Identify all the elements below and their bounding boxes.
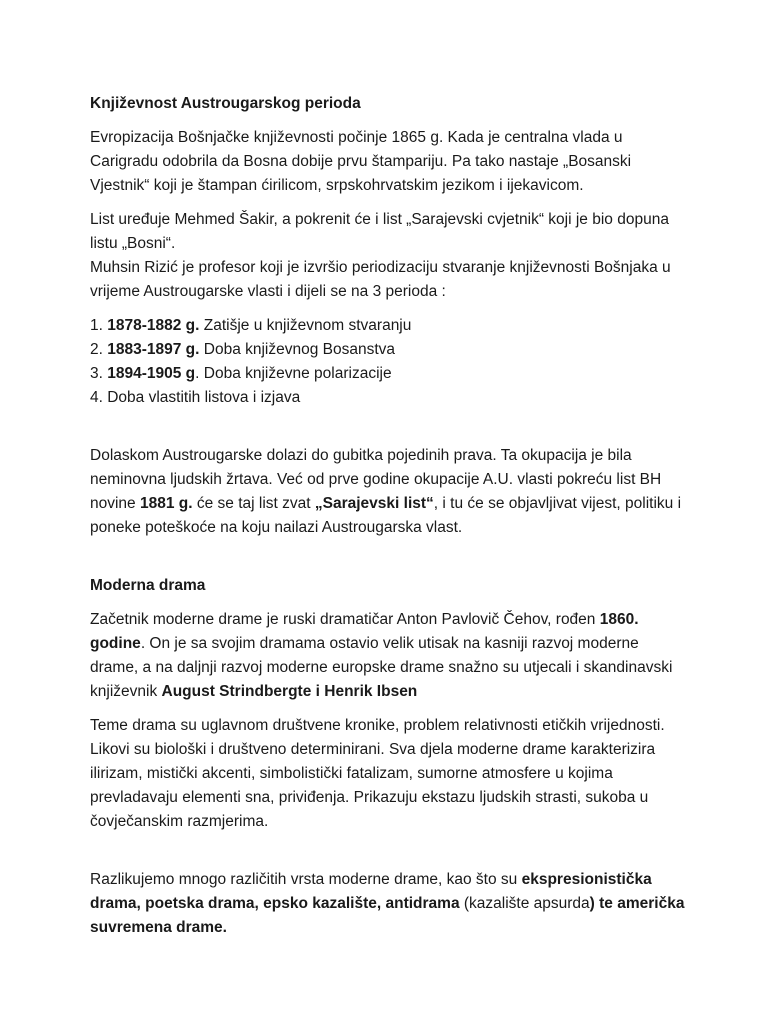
paragraph-line: Muhsin Rizić je profesor koji je izvršio periodizaciju stvaranje književnosti Bošnjaka u vrijeme Austrougarske vlasti i dijeli se na 3 perioda : bbox=[90, 259, 671, 300]
text-run: Razlikujemo mnogo različitih vrsta moderne drame, kao što su bbox=[90, 871, 522, 888]
period-list bbox=[90, 314, 688, 410]
spacer bbox=[90, 550, 688, 574]
bold-drama-types-end: ) te američka suvremena drame. bbox=[90, 895, 685, 936]
paragraph-list-ureduje bbox=[90, 208, 688, 304]
period-description: Zatišje u književnom stvaranju bbox=[199, 317, 412, 334]
period-number: 1. bbox=[90, 317, 108, 334]
period-years: 1894-1905 g bbox=[107, 365, 196, 382]
section-title-moderna-drama: Moderna drama bbox=[90, 577, 206, 594]
text-run: , i tu će se objavljivat vijest, politiku i poneke poteškoće na koju nailazi Austrougarska vlast. bbox=[90, 495, 682, 536]
spacer bbox=[90, 420, 688, 444]
period-item bbox=[90, 338, 688, 362]
bold-newspaper-name: „Sarajevski list“ bbox=[314, 495, 434, 512]
text-run: Začetnik moderne drame je ruski dramatičar Anton Pavlovič Čehov, rođen bbox=[90, 611, 600, 628]
period-years: 1883-1897 g. bbox=[107, 341, 200, 358]
period-number: 2. bbox=[90, 341, 108, 358]
period-number: 4. bbox=[90, 389, 108, 406]
text-run: će se taj list zvat bbox=[192, 495, 315, 512]
period-item bbox=[90, 362, 688, 386]
period-description: Doba književnog Bosanstva bbox=[199, 341, 396, 358]
period-number: 3. bbox=[90, 365, 108, 382]
section-title-austrougarski: Književnost Austrougarskog perioda bbox=[90, 95, 361, 112]
paragraph-dolaskom bbox=[90, 444, 688, 540]
paragraph-line: List uređuje Mehmed Šakir, a pokrenit će i list „Sarajevski cvjetnik“ koji je bio dopuna listu „Bosni“. bbox=[90, 211, 669, 252]
period-description: . Doba književne polarizacije bbox=[195, 365, 392, 382]
bold-authors: August Strindbergte i Henrik Ibsen bbox=[161, 683, 418, 700]
paragraph-razlikujemo bbox=[90, 868, 688, 940]
bold-year: 1881 g. bbox=[139, 495, 193, 512]
period-description: Doba vlastitih listova i izjava bbox=[107, 389, 301, 406]
bold-year: 1860. godine bbox=[90, 611, 639, 652]
paragraph-evropizacija: Evropizacija Bošnjačke književnosti počinje 1865 g. Kada je centralna vlada u Carigradu odobrila da Bosna dobije prvu štampariju. Pa tako nastaje „Bosanski Vjestnik“ koji je štampan ćirilicom, srpskohrvatskim jezikom i ijekavicom. bbox=[90, 129, 632, 194]
period-years: 1878-1882 g. bbox=[107, 317, 200, 334]
text-run: (kazalište apsurda bbox=[459, 895, 590, 912]
period-item bbox=[90, 386, 688, 410]
paragraph-zacetnik bbox=[90, 608, 688, 704]
period-item bbox=[90, 314, 688, 338]
text-run: Dolaskom Austrougarske dolazi do gubitka pojedinih prava. Ta okupacija je bila neminovna ljudskih žrtava. Već od prve godine okupacije A.U. vlasti pokreću list BH novine bbox=[90, 447, 662, 512]
spacer bbox=[90, 844, 688, 868]
bold-drama-types: ekspresionistička drama, poetska drama, epsko kazalište, antidrama bbox=[90, 871, 652, 912]
text-run: . On je sa svojim dramama ostavio velik utisak na kasniji razvoj moderne drame, a na daljnji razvoj moderne europske drame snažno su utjecali i skandinavski književnik bbox=[90, 635, 673, 700]
paragraph-teme-drama: Teme drama su uglavnom društvene kronike, problem relativnosti etičkih vrijednosti. Likovi su biološki i društveno determinirani. Sva djela moderne drame karakterizira ilirizam, mistički akcenti, simbolistički fatalizam, sumorne atmosfere u kojima prevladavaju elementi sna, priviđenja. Prikazuju ekstazu ljudskih strasti, sukoba u čovječanskim razmjerima. bbox=[90, 717, 665, 830]
